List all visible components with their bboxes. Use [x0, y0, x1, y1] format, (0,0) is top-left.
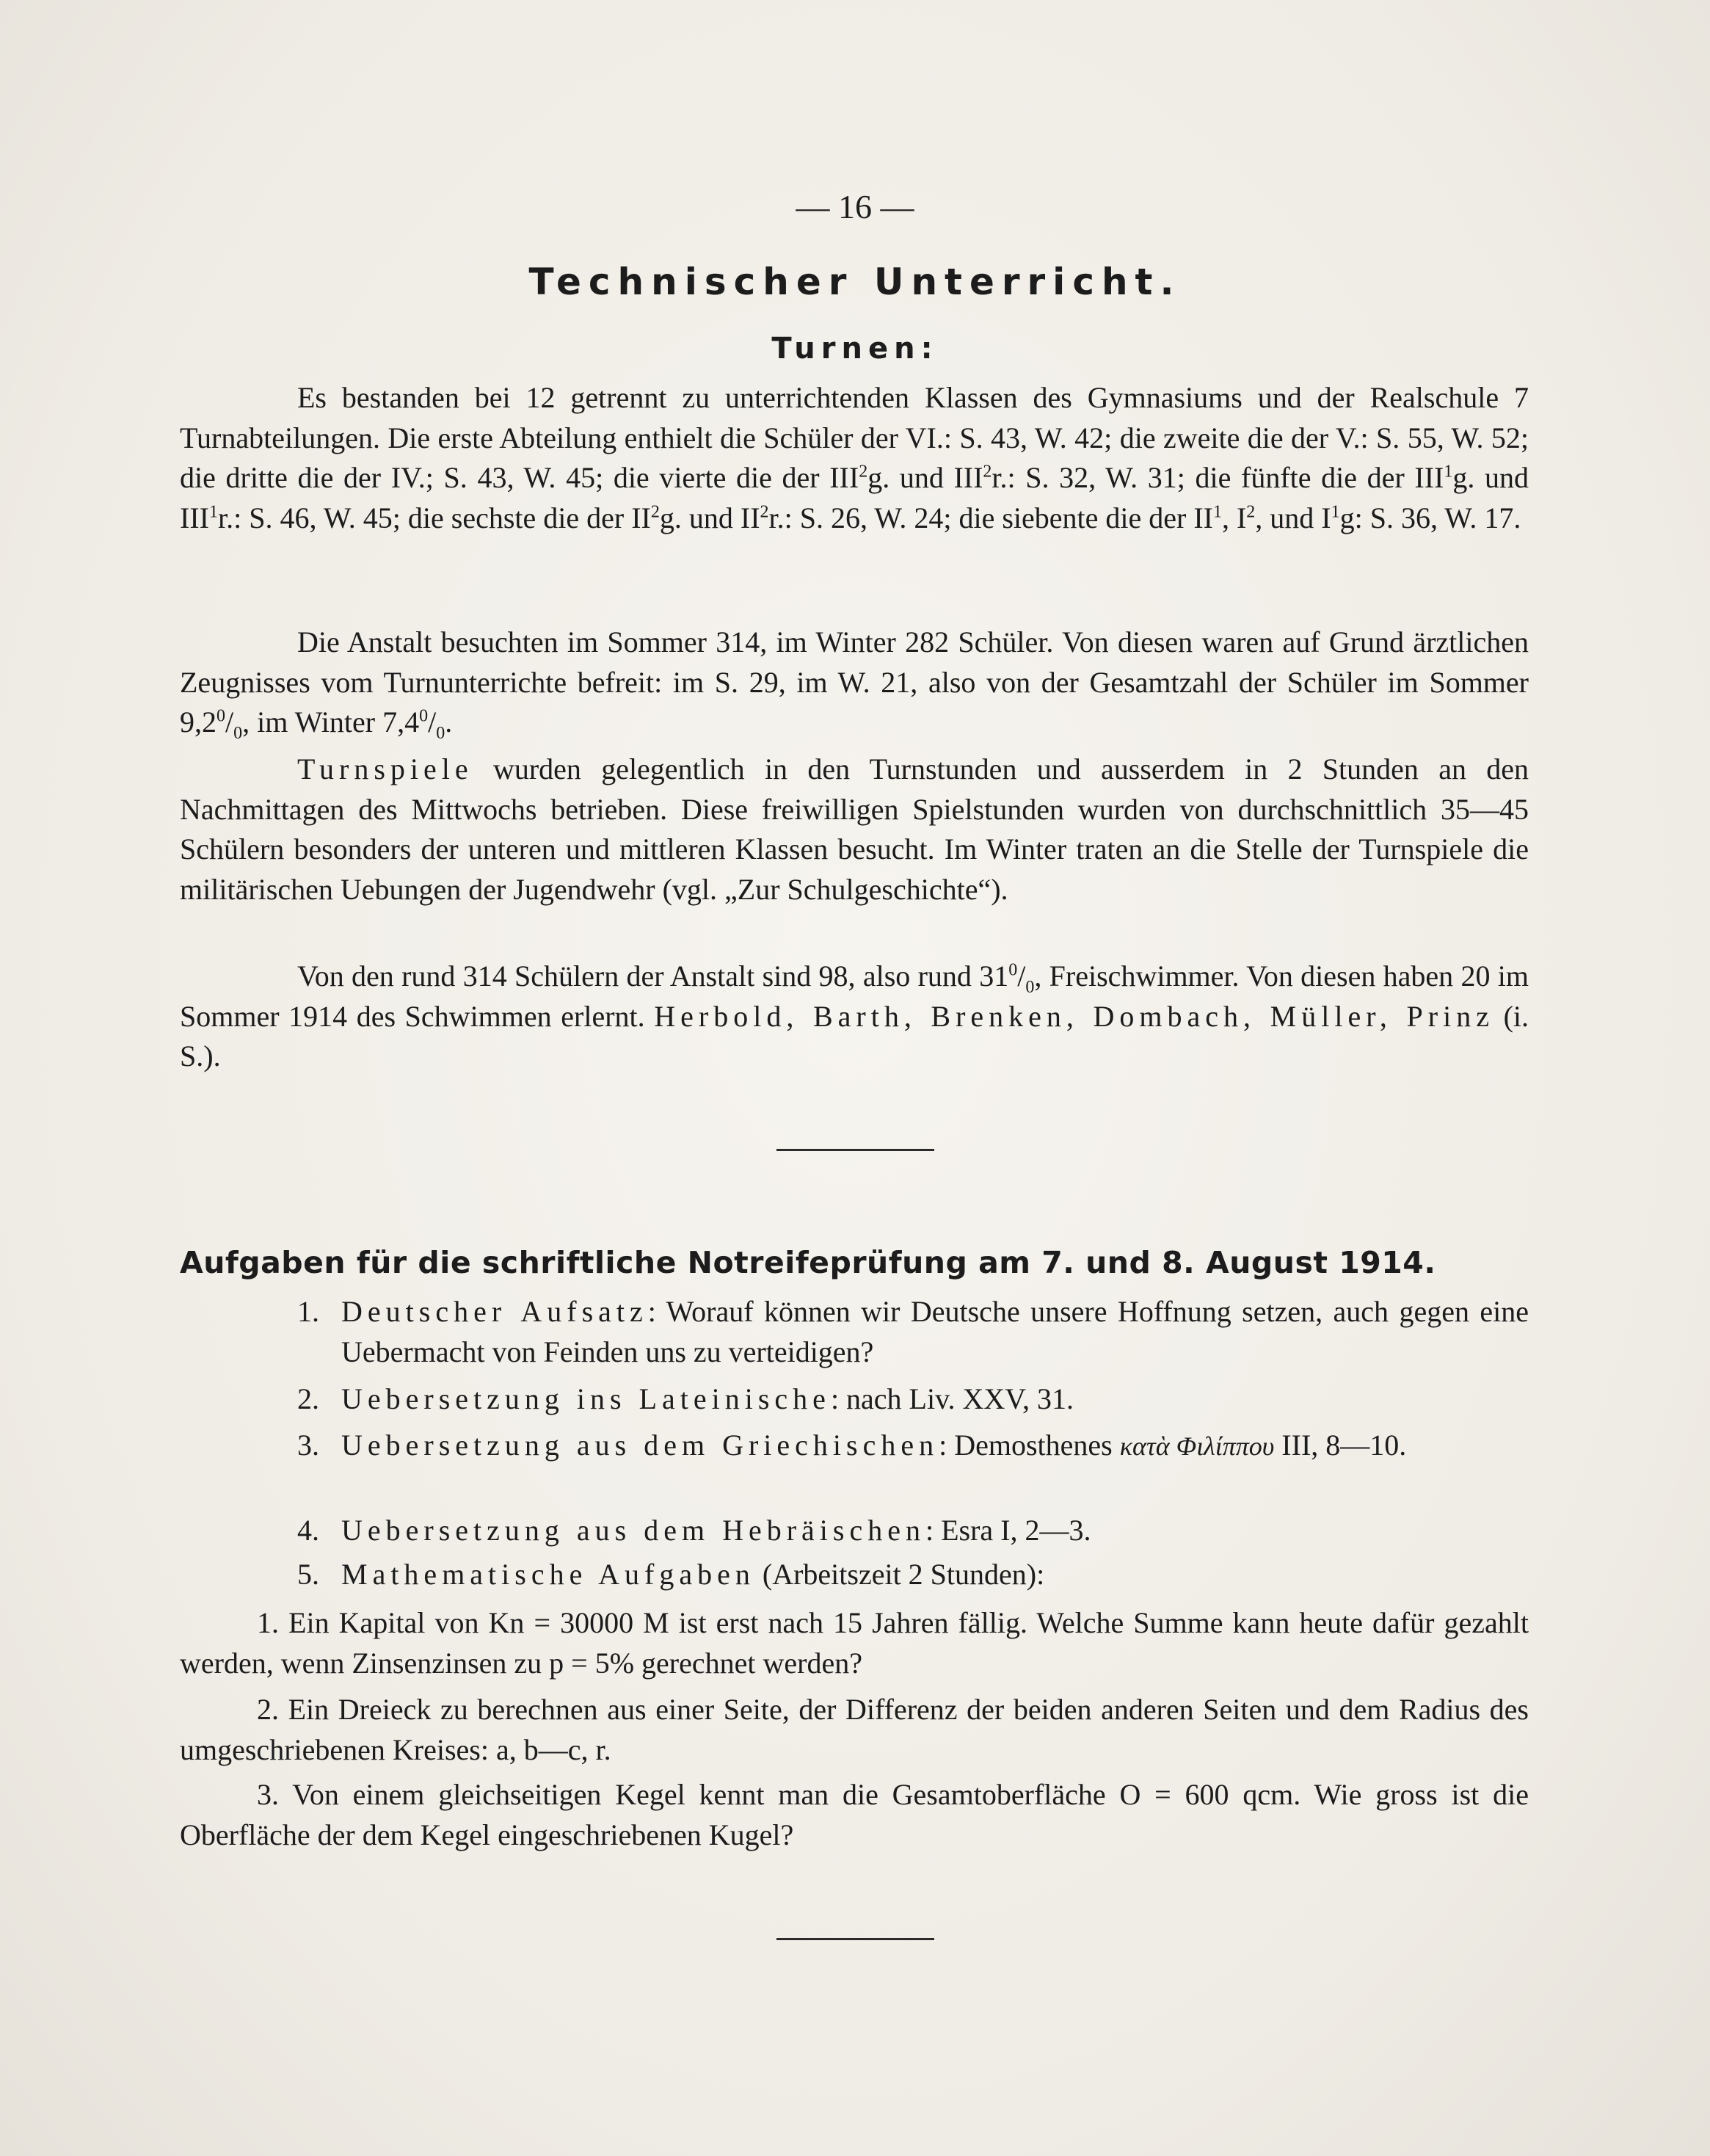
divider-rule-2	[776, 1938, 934, 1940]
exam-item-4: 4. Uebersetzung aus dem Hebräischen: Esra I, 2—3.	[297, 1514, 1091, 1547]
math-task-2: 2. Ein Dreieck zu berechnen aus einer Seite, der Differenz der beiden anderen Seiten und dem Radius des umgeschriebenen Kreises: a, b—c, r.	[180, 1693, 1529, 1766]
exam-item-5: 5. Mathematische Aufgaben (Arbeitszeit 2 Stunden):	[297, 1558, 1045, 1591]
exam-item-1: 1. Deutscher Aufsatz: Worauf können wir Deutsche unsere Hoffnung setzen, auch gegen eine Uebermacht von Feinden uns zu verteidigen?	[297, 1295, 1529, 1368]
exam-heading: Aufgaben für die schriftliche Notreifeprüfung am 7. und 8. August 1914.	[180, 1245, 1436, 1280]
section-heading-technischer-unterricht: Technischer Unterricht.	[528, 261, 1182, 303]
exam-item-3: 3. Uebersetzung aus dem Griechischen: Demosthenes κατὰ Φιλίππου III, 8—10.	[297, 1429, 1407, 1462]
exam-item-2: 2. Uebersetzung ins Lateinische: nach Liv. XXV, 31.	[297, 1382, 1074, 1415]
divider-rule-1	[776, 1149, 934, 1151]
math-task-3: 3. Von einem gleichseitigen Kegel kennt man die Gesamtoberfläche O = 600 qcm. Wie gross ist die Oberfläche der dem Kegel eingeschriebenen Kugel?	[180, 1778, 1529, 1851]
turnen-paragraph-1: Es bestanden bei 12 getrennt zu unterrichtenden Klassen des Gymnasiums und der Realschule 7 Turnabteilungen. Die erste Abteilung enthielt die Schüler der VI.: S. 43, W. 42; die zweite die der V.: S. 55, W. 52; die dritte die der IV.; S. 43, W. 45; die vierte die der III$^2$g. und III$^2$r.: S. 32, W. 31; die fünfte die der III$^1$g. und III$^1$r.: S. 46, W. 45; die sechste die der $II^2g$. und $II^2r$.: S. 26, W. 24; die siebente die der $II^1$, $I^2$, und $I^1g$: S. 36, W. 17.	[180, 381, 1529, 534]
turnen-paragraph-3: Turnspiele wurden gelegentlich in den Turnstunden und ausserdem in 2 Stunden an den Nachmittagen des Mittwochs betrieben. Diese freiwilligen Spielstunden wurden von durchschnittlich 35—45 Schülern besonders der unteren und mittleren Klassen besucht. Im Winter traten an die Stelle der Turnspiele die militärischen Uebungen der Jugendwehr (vgl. „Zur Schulgeschichte“).	[180, 752, 1529, 906]
turnen-paragraph-4: Von den rund 314 Schülern der Anstalt sind 98, also rund $31^0/_0$, Freischwimmer. Von diesen haben 20 im Sommer 1914 des Schwimmen erlernt. Herbold, Barth, Brenken, Dombach, Müller, Prinz (i. S.).	[180, 959, 1529, 1072]
subsection-heading-turnen: Turnen:	[771, 332, 939, 366]
turnen-paragraph-2: Die Anstalt besuchten im Sommer 314, im Winter 282 Schüler. Von diesen waren auf Grund ärztlichen Zeugnisses vom Turnunterrichte befreit: im S. 29, im W. 21, also von der Gesamtzahl der Schüler im Sommer $9,2^0/_0$, im Winter $7,4^0/_0$.	[180, 625, 1529, 743]
page-number: — 16 —	[796, 188, 914, 225]
math-task-1: 1. Ein Kapital von Kn = 30000 M ist erst nach 15 Jahren fällig. Welche Summe kann heute dafür gezahlt werden, wenn Zinsenzinsen zu p = 5% gerechnet werden?	[180, 1606, 1529, 1680]
